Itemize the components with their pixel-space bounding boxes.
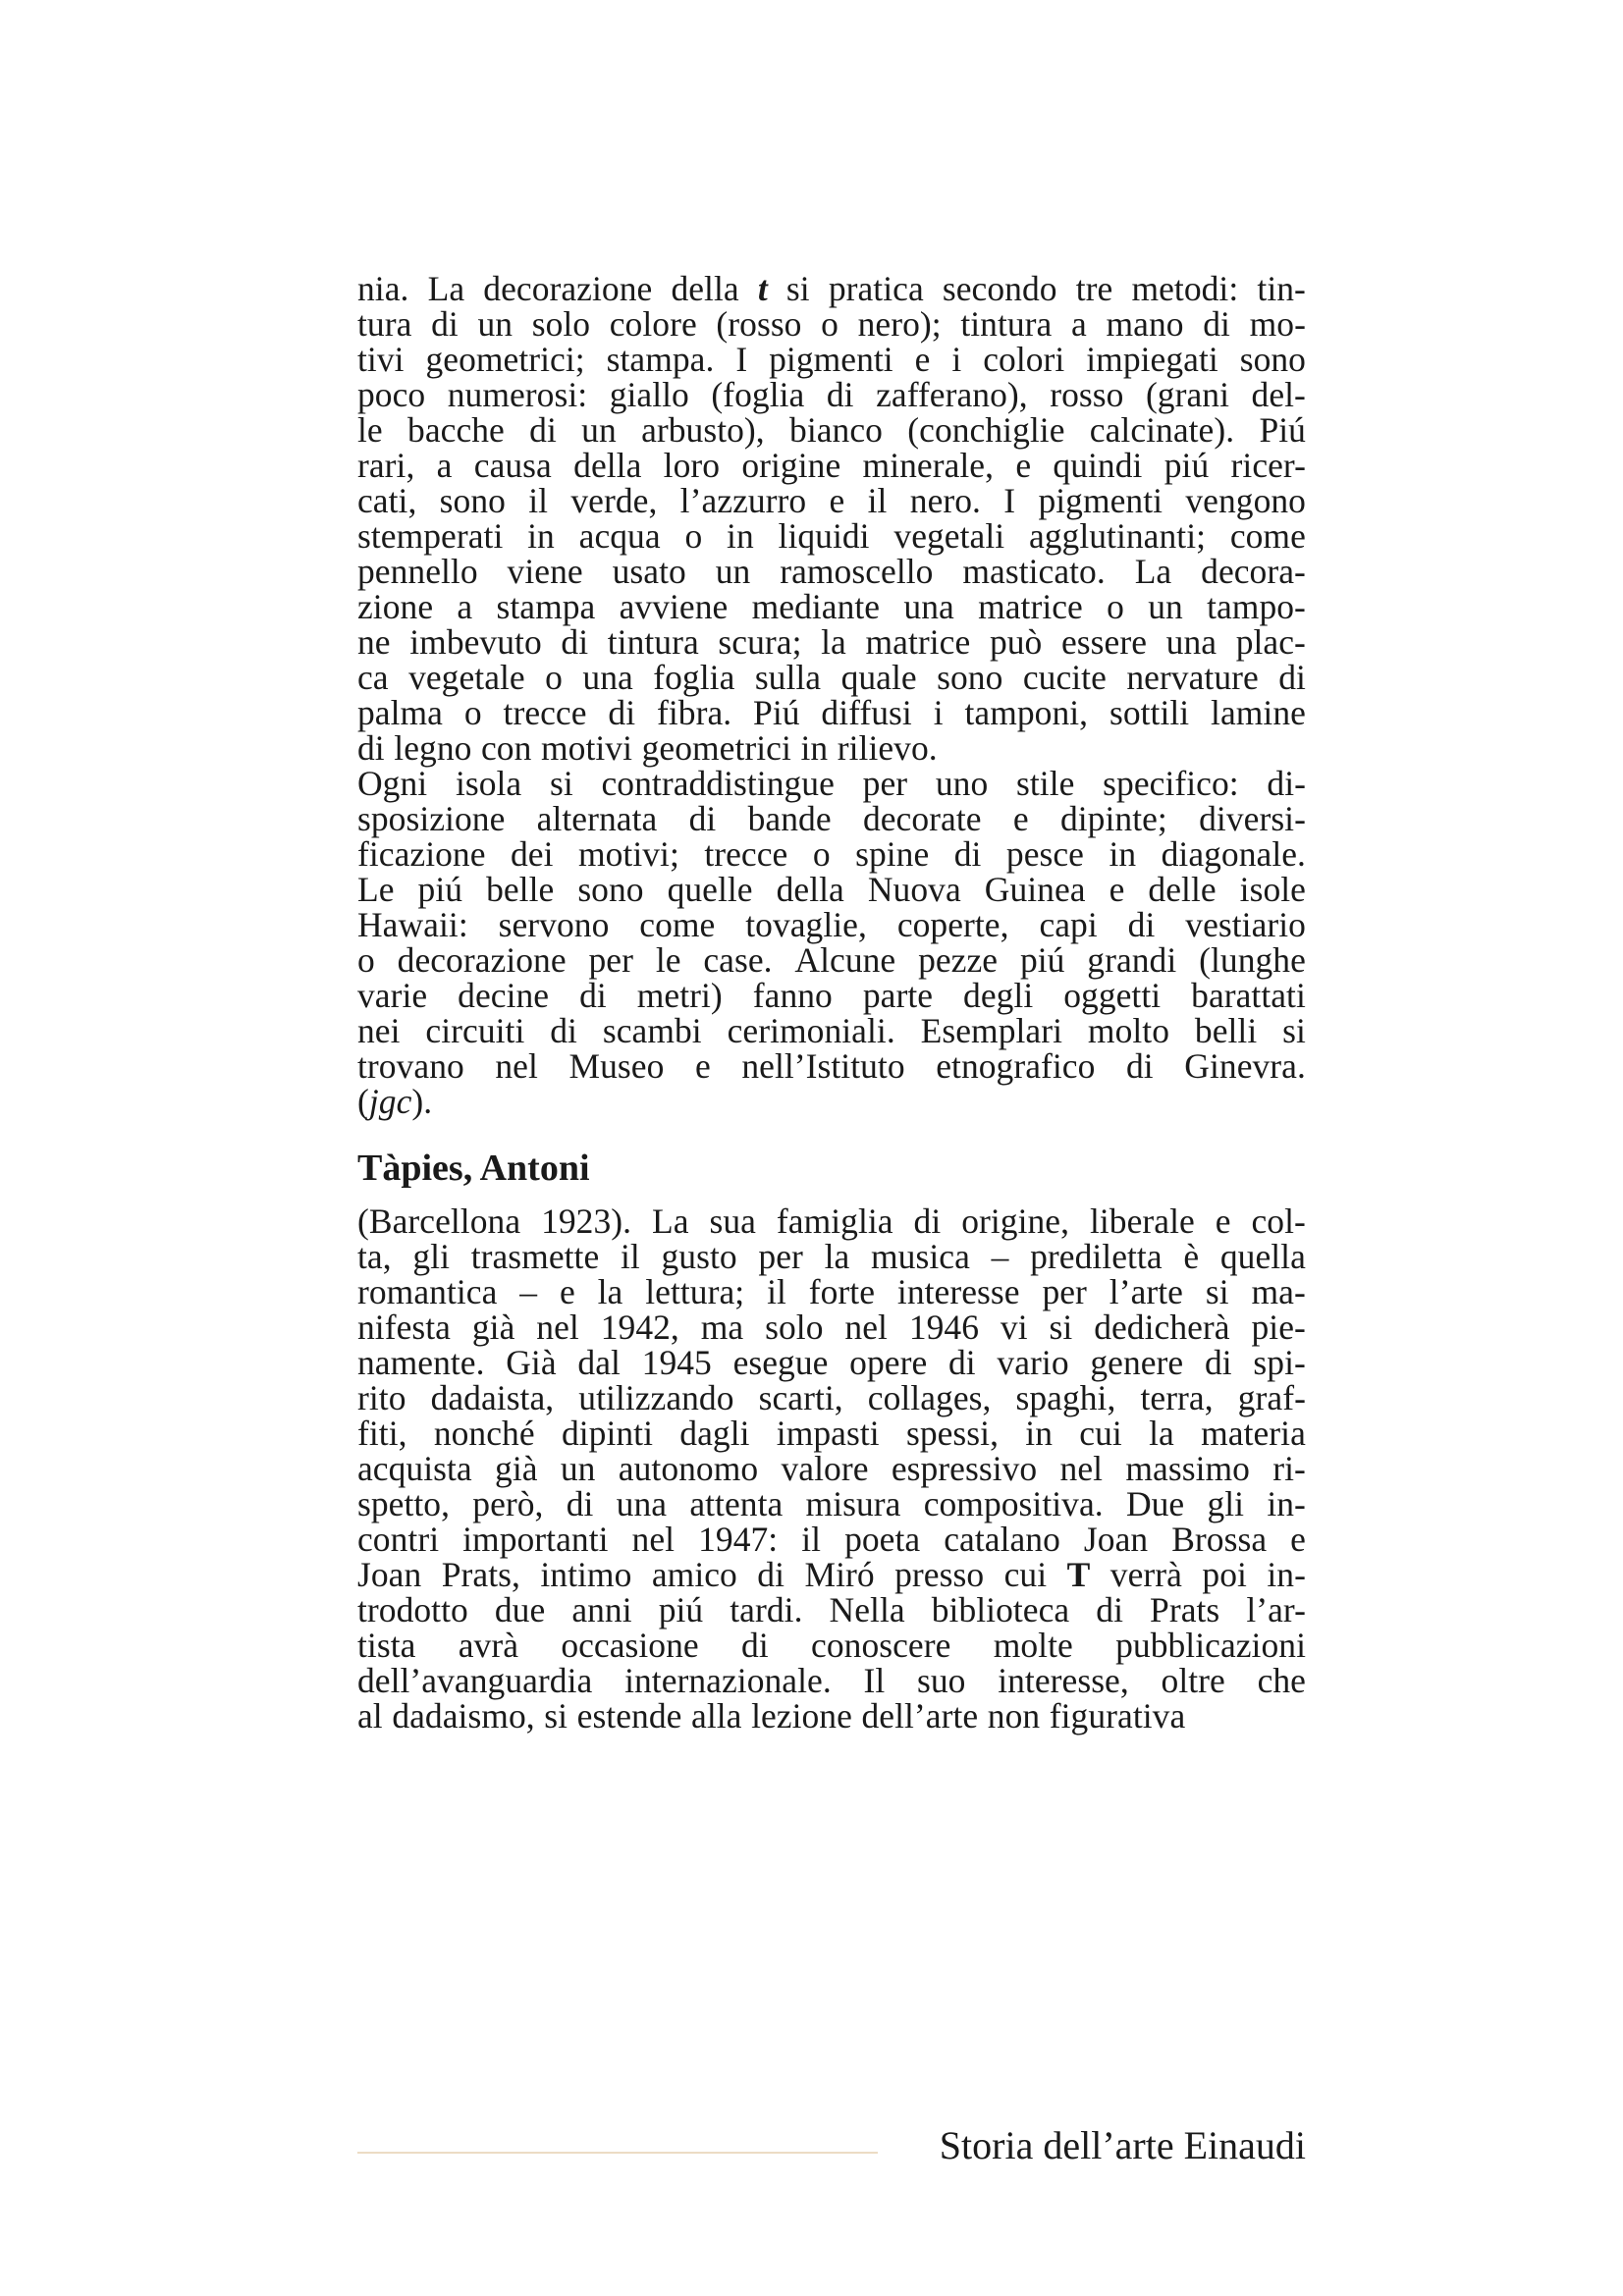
text-line: tura di un solo colore (rosso o nero); tintura a mano di mo- [357,304,1306,344]
page-footer [357,2116,1306,2175]
text-line: ta, gli trasmette il gusto per la musica – prediletta è quella [357,1237,1306,1276]
entry-text-tapies [357,1203,1306,1734]
text-line: fiti, nonché dipinti dagli impasti spessi, in cui la materia [357,1414,1306,1453]
text-line: al dadaismo, si estende alla lezione dell’arte non figurativa [357,1696,1186,1735]
text-line: nei circuiti di scambi cerimoniali. Esemplari molto belli si [357,1011,1306,1050]
text-line: ficazione dei motivi; trecce o spine di pesce in diagonale. [357,834,1306,874]
text-line: Joan Prats, intimo amico di Miró presso cui T verrà poi in- [357,1555,1306,1594]
text-line: rari, a causa della loro origine minerale, e quindi piú ricer- [357,446,1306,485]
text-line: zione a stampa avviene mediante una matrice o un tampo- [357,587,1306,626]
text-line: trovano nel Museo e nell’Istituto etnografico di Ginevra. [357,1046,1306,1086]
text-line: contri importanti nel 1947: il poeta catalano Joan Brossa e [357,1520,1306,1559]
text-line: poco numerosi: giallo (foglia di zafferano), rosso (grani del- [357,375,1306,414]
text-line: (jgc). [357,1082,433,1121]
paragraph-tapa-decoration [357,271,1306,766]
entry-heading: Tàpies, Antoni [357,1148,590,1189]
text-line: Ogni isola si contraddistingue per uno stile specifico: di- [357,764,1306,803]
text-line: trodotto due anni piú tardi. Nella biblioteca di Prats l’ar- [357,1590,1306,1629]
text-line: o decorazione per le case. Alcune pezze piú grandi (lunghe [357,940,1306,980]
text-line: le bacche di un arbusto), bianco (conchiglie calcinate). Piú [357,410,1306,450]
text-line: (Barcellona 1923). La sua famiglia di origine, liberale e col- [357,1201,1306,1241]
footer-rule [357,2152,878,2154]
text-line: tista avrà occasione di conoscere molte pubblicazioni [357,1626,1306,1665]
text-line: rito dadaista, utilizzando scarti, collages, spaghi, terra, graf- [357,1378,1306,1417]
text-line: Hawaii: servono come tovaglie, coperte, capi di vestiario [357,905,1306,944]
text-line: spetto, però, di una attenta misura compositiva. Due gli in- [357,1484,1306,1523]
spacer [357,1119,1306,1147]
text-line: sposizione alternata di bande decorate e dipinte; diversi- [357,799,1306,838]
text-line: Le piú belle sono quelle della Nuova Guinea e delle isole [357,870,1306,909]
text-line: di legno con motivi geometrici in rilievo. [357,728,938,768]
text-line: acquista già un autonomo valore espressivo nel massimo ri- [357,1449,1306,1488]
text-line: pennello viene usato un ramoscello masticato. La decora- [357,552,1306,591]
text-line: nia. La decorazione della t si pratica secondo tre metodi: tin- [357,269,1306,308]
text-line: stemperati in acqua o in liquidi vegetali agglutinanti; come [357,516,1306,556]
text-line: nifesta già nel 1942, ma solo nel 1946 vi si dedicherà pie- [357,1308,1306,1347]
text-line: palma o trecce di fibra. Piú diffusi i tamponi, sottili lamine [357,693,1306,732]
text-line: ne imbevuto di tintura scura; la matrice può essere una plac- [357,622,1306,662]
page-body [357,271,1306,1734]
paragraph-island-styles [357,766,1306,1119]
text-line: namente. Già dal 1945 esegue opere di vario genere di spi- [357,1343,1306,1382]
text-line: ca vegetale o una foglia sulla quale sono cucite nervature di [357,658,1306,697]
text-line: romantica – e la lettura; il forte interesse per l’arte si ma- [357,1272,1306,1311]
footer-title: Storia dell’arte Einaudi [939,2123,1306,2167]
text-line: varie decine di metri) fanno parte degli oggetti barattati [357,976,1306,1015]
text-line: dell’avanguardia internazionale. Il suo interesse, oltre che [357,1661,1306,1700]
text-line: tivi geometrici; stampa. I pigmenti e i colori impiegati sono [357,340,1306,379]
text-line: cati, sono il verde, l’azzurro e il nero. I pigmenti vengono [357,481,1306,520]
